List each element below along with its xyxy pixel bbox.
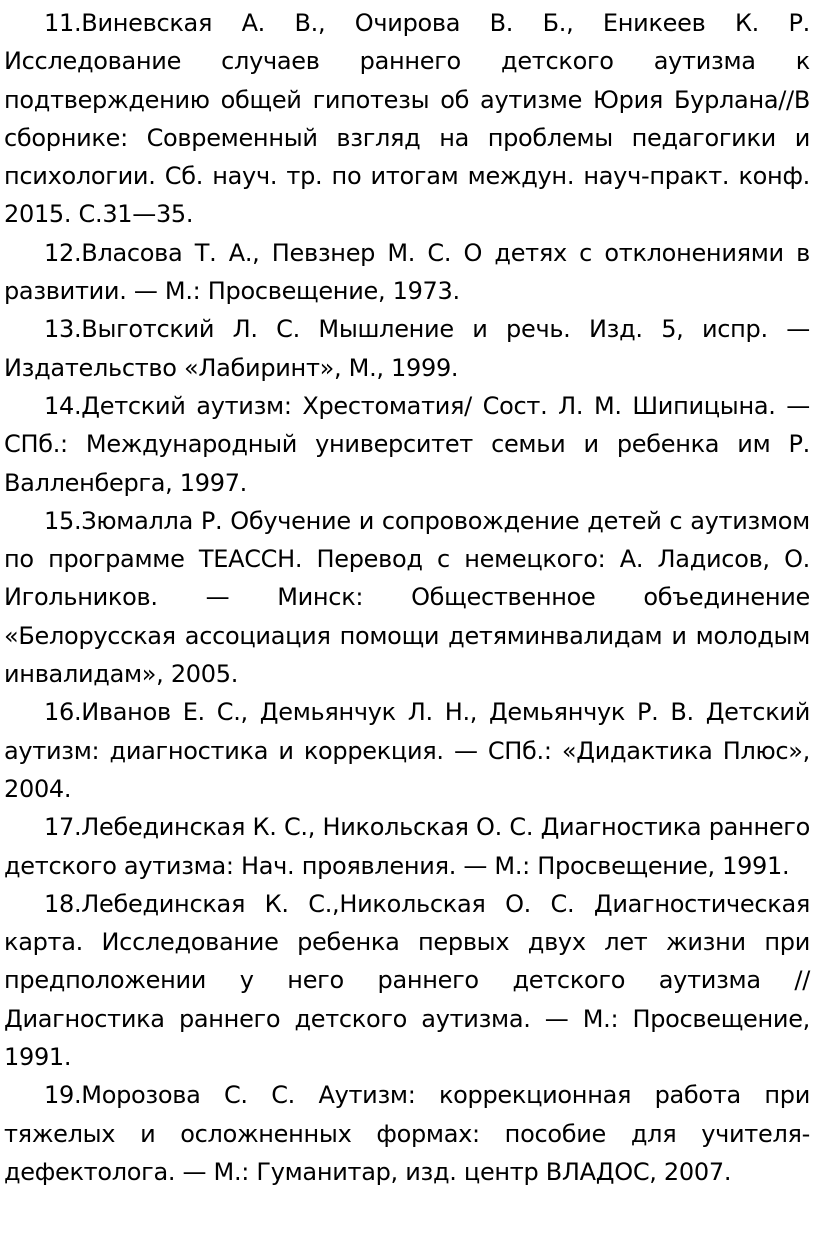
reference-number: 16. [44, 698, 82, 727]
reference-item [4, 4, 810, 234]
reference-number: 18. [44, 889, 82, 918]
reference-item [4, 808, 810, 885]
reference-text: Лебединская К. С.,Никольская О. С. Диагностическая карта. Исследование ребенка первых двух лет жизни при предположении у него раннего детского аутизма // Диагностика раннего детского аутизма. — М.: Просвещение, 1991. [4, 889, 810, 1072]
reference-item [4, 387, 810, 502]
reference-number: 14. [44, 391, 82, 420]
reference-number: 11. [44, 9, 82, 37]
reference-text: Выготский Л. С. Мышление и речь. Изд. 5, испр. — Издательство «Лабиринт», М., 1999. [4, 315, 810, 382]
reference-text: Морозова С. С. Аутизм: коррекционная работа при тяжелых и осложненных формах: пособие для учителя-дефектолога. — М.: Гуманитар, изд. центр ВЛАДОС, 2007. [4, 1081, 810, 1186]
reference-item [4, 502, 810, 693]
reference-text: Лебединская К. С., Никольская О. С. Диагностика раннего детского аутизма: Нач. проявления. — М.: Просвещение, 1991. [4, 813, 810, 880]
reference-item [4, 234, 810, 311]
reference-item [4, 885, 810, 1076]
reference-item [4, 1076, 810, 1191]
reference-text: Зюмалла Р. Обучение и сопровождение детей с аутизмом по программе ТЕАССН. Перевод с немецкого: А. Ладисов, О. Игольников. — Минск: Общественное объединение «Белорусская ассоциация помощи детяминвалидам и молодым инвалидам», 2005. [4, 506, 810, 689]
reference-number: 15. [44, 506, 82, 535]
reference-number: 12. [44, 238, 82, 267]
reference-text: Виневская А. В., Очирова В. Б., Еникеев К. Р. Исследование случаев раннего детского аутизма к подтверждению общей гипотезы об аутизме Юрия Бурлана//В сборнике: Современный взгляд на проблемы педагогики и психологии. Сб. науч. тр. по итогам междун. науч-практ. конф. 2015. С.31—35. [4, 9, 810, 229]
reference-number: 17. [44, 813, 82, 842]
reference-number: 13. [44, 315, 82, 344]
reference-number: 19. [44, 1081, 82, 1110]
reference-text: Власова Т. А., Певзнер М. С. О детях с отклонениями в развитии. — М.: Просвещение, 1973. [4, 238, 810, 306]
reference-text: Иванов Е. С., Демьянчук Л. Н., Демьянчук Р. В. Детский аутизм: диагностика и коррекция. — СПб.: «Дидактика Плюс», 2004. [4, 698, 810, 803]
reference-text: Детский аутизм: Хрестоматия/ Сост. Л. М. Шипицына. — СПб.: Международный университет семьи и ребенка им Р. Валленберга, 1997. [4, 391, 810, 497]
reference-item [4, 693, 810, 808]
reference-list [4, 4, 810, 1191]
reference-item [4, 310, 810, 387]
